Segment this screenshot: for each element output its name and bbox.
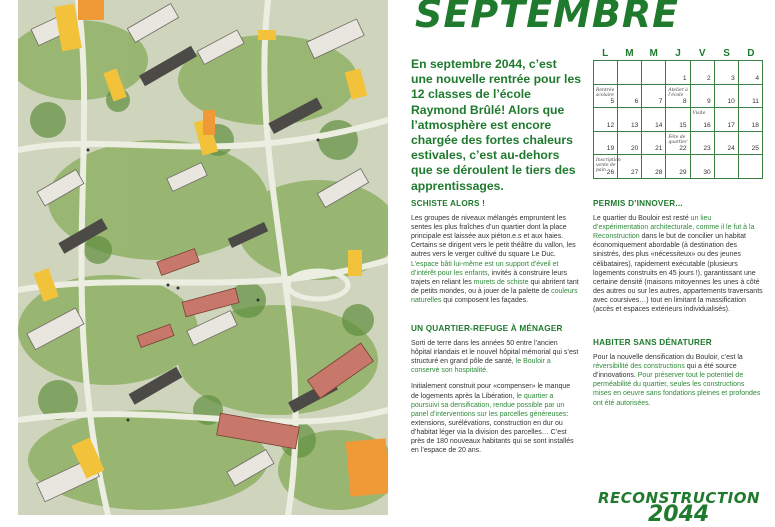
calendar-day-cell [715, 108, 739, 132]
footer-title: RECONSTRUCTION [598, 489, 761, 507]
calendar-day-number: 2 [707, 74, 711, 82]
calendar-day-cell [618, 132, 642, 156]
calendar-day-cell [666, 132, 690, 156]
calendar-day-cell [594, 61, 618, 85]
calendar-day-cell [642, 108, 666, 132]
calendar-day-number: 11 [752, 98, 759, 105]
calendar-day-cell [666, 108, 690, 132]
calendar-day-cell [642, 61, 666, 85]
section-permis [593, 199, 763, 321]
calendar-day-cell [594, 155, 621, 179]
calendar-day-number: 7 [658, 98, 663, 105]
calendar-day-cell [715, 85, 739, 109]
calendar-day-cell [618, 108, 642, 132]
calendar-day-number: 27 [630, 168, 639, 176]
calendar-day-number: 4 [755, 74, 759, 82]
calendar-day-number: 15 [679, 121, 687, 129]
calendar-weekday-header [593, 48, 763, 59]
calendar-day-cell [642, 155, 666, 179]
calendar-day-cell [666, 85, 690, 109]
calendar-day-number: 6 [634, 98, 639, 105]
calendar-day-cell [594, 108, 618, 132]
calendar-handwritten-note: Visite [692, 111, 706, 116]
calendar-day-number: 13 [630, 121, 639, 129]
calendar-day-cell [691, 132, 715, 156]
section-heading: PERMIS D’INNOVER... [593, 199, 683, 208]
calendar-day-cell [691, 61, 715, 85]
calendar-day-cell [691, 108, 715, 132]
calendar-day-number: 1 [682, 74, 687, 82]
section-schiste [411, 199, 579, 312]
calendar-day-cell [618, 155, 642, 179]
calendar-grid [593, 60, 763, 179]
calendar-day-cell [715, 132, 739, 156]
footer-year: 2044 [648, 502, 710, 527]
section-heading: SCHISTE ALORS ! [411, 199, 486, 208]
weekday-label: J [675, 48, 681, 59]
section-heading: HABITER SANS DÉNATURER [593, 338, 712, 347]
calendar-day-cell [739, 108, 763, 132]
calendar-day-cell [715, 155, 739, 179]
calendar-day-number: 21 [655, 145, 663, 152]
calendar-day-cell [618, 61, 642, 85]
section-paragraph: Initialement construit pour «compenser» le manque de logements après la Libération, le quartier a poursuivi sa densification, rendue possible par un panel d’interventions sur les parcelles généreuses: extensions, surélévations, construction en dur ou d’habitat léger via la division des parcelles… C’est près de 180 nouveaux habitants qui se sont installés en l’espace de 20 ans. [411, 383, 574, 455]
calendar-day-cell [691, 85, 715, 109]
calendar-day-number: 26 [606, 168, 615, 176]
calendar-day-number: 3 [731, 74, 735, 82]
calendar-day-cell [739, 85, 763, 109]
page-title: SEPTEMBRE [415, 0, 680, 36]
calendar-day-cell [642, 132, 666, 156]
section-paragraph: Le quartier du Bouloir est resté un lieu d’expérimentation architecturale, comme il le fut à la Reconstruction dans le but de concilier un habitat économiquement abordable (à destination des sinistrés, des plus «nécessiteux» ou des jeunes célibataires), rapidement exécutable (plusieurs logements construits en 45 jours !), garantissant une certaine densité (maisons mitoyennes les unes à côté des autres ou sur les autres, appartements traversants avec coursives…) tout en limitant la massification (accès et espaces extérieurs individualisés). [593, 215, 763, 314]
section-paragraph: Pour la nouvelle densification du Bouloir, c’est la réversibilité des constructions qui a été source d’innovations. Pour préserver tout le potentiel de perméabilité du quartier, seules les constructions mises en oeuvre sans fondations pleines et profondes ont été autorisées. [593, 354, 761, 407]
calendar-day-number: 20 [630, 145, 639, 152]
calendar-day-cell [666, 61, 690, 85]
intro-paragraph: En septembre 2044, c’est une nouvelle rentrée pour les 12 classes de l’école Raymond Brûlé! Alors que l’atmosphère est encore chargée des fortes chaleurs estivales, c’est au-dehors que se déroulent le tiers des apprentissages. [411, 57, 581, 193]
weekday-label: S [723, 48, 730, 59]
section-paragraph: Les groupes de niveaux mélangés empruntent les sentes les plus fraîches d’un quartier dont la place principale est laissée aux piéton.e.s et aux haies. Certains se dirigent vers le petit théâtre du vallon, les autres vers le verger cultivé du square Le Duc. L’espace bâti lui-même est un support d’éveil et d’intérêt pour les enfants, invités à construire leurs trajets en reliant les murets de schiste qui abritent tant de petits mondes, ou à jouer de la palette de couleurs naturelles qui composent les façades. [411, 215, 579, 304]
calendar-handwritten-note: Atelier à l’école [668, 87, 688, 98]
calendar-handwritten-note: Rentrée scolaire [596, 87, 615, 98]
aerial-map-illustration [18, 0, 388, 515]
calendar-handwritten-note: Inscription vente de pain [596, 158, 621, 173]
calendar-day-cell [618, 85, 642, 109]
weekday-label: V [698, 48, 706, 59]
calendar-day-number: 14 [655, 121, 663, 129]
calendar-day-cell [715, 61, 739, 85]
calendar-day-number: 28 [655, 168, 663, 176]
calendar-day-number: 18 [751, 121, 759, 129]
calendar-day-cell [691, 155, 715, 179]
calendar-day-number: 5 [610, 98, 615, 105]
calendar-day-number: 16 [703, 121, 711, 129]
calendar-day-number: 24 [727, 145, 735, 152]
weekday-label: D [747, 48, 755, 59]
calendar-day-number: 30 [703, 168, 711, 176]
neighbourhood-illustration [18, 0, 388, 515]
weekday-label: M [649, 48, 658, 59]
calendar-day-cell [739, 155, 763, 179]
calendar-day-number: 9 [707, 98, 711, 105]
calendar-handwritten-note: Fête de quartier [668, 134, 688, 145]
weekday-label: M [625, 48, 634, 59]
section-habiter [593, 338, 763, 415]
calendar-day-cell [739, 132, 763, 156]
calendar-day-number: 22 [679, 145, 687, 152]
calendar-day-number: 8 [682, 98, 687, 105]
calendar-day-cell [666, 155, 690, 179]
section-paragraph: Sorti de terre dans les années 50 entre l’ancien hôpital irlandais et le nouvel hôpital mémorial qui s’est structuré en grand pôle de santé, le Bouloir a conservé son hospitalité. [411, 340, 579, 375]
calendar-day-number: 12 [606, 121, 615, 129]
september-calendar [593, 48, 763, 179]
calendar-day-cell [739, 61, 763, 85]
calendar-day-cell [594, 132, 618, 156]
calendar-day-number: 23 [703, 145, 711, 152]
weekday-label: L [602, 48, 609, 59]
calendar-day-number: 10 [727, 98, 735, 105]
calendar-day-cell [642, 85, 666, 109]
calendar-day-number: 25 [751, 145, 759, 152]
calendar-day-number: 29 [679, 168, 687, 176]
calendar-day-number: 17 [727, 121, 735, 129]
calendar-day-cell [594, 85, 618, 109]
section-heading: UN QUARTIER-REFUGE À MÉNAGER [411, 324, 563, 333]
section-refuge [411, 324, 579, 462]
calendar-day-number: 19 [606, 145, 615, 152]
